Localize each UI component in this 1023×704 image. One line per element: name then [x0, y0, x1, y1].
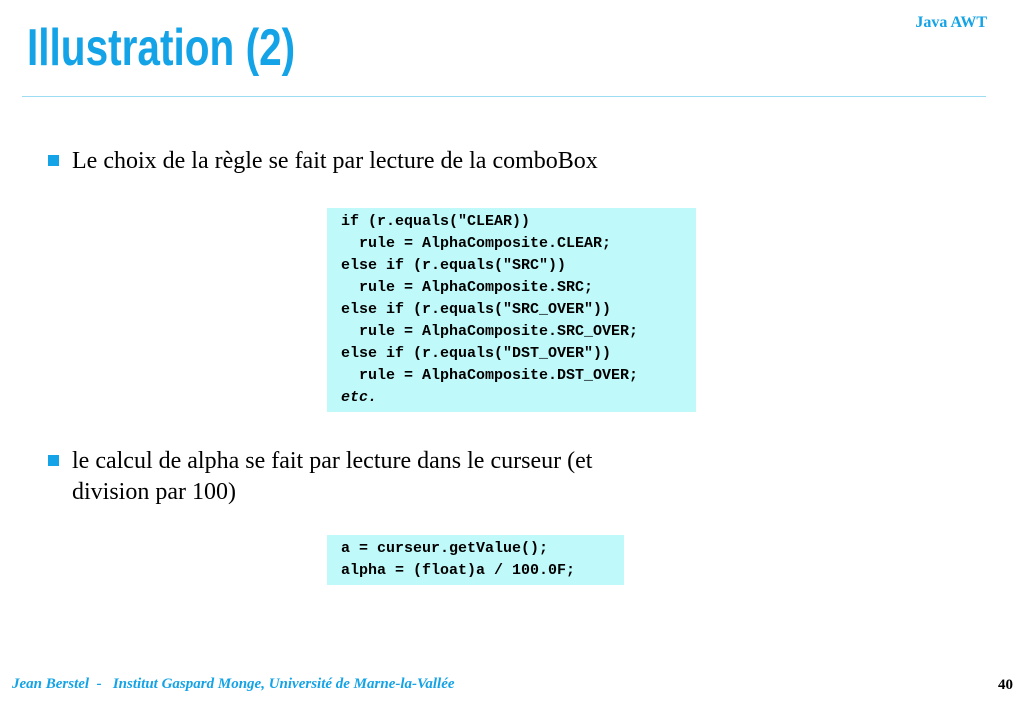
- footer-credit: Jean Berstel - Institut Gaspard Monge, Université de Marne-la-Vallée: [12, 676, 455, 692]
- bullet-text: [72, 446, 592, 508]
- page-number: 40: [998, 677, 1013, 693]
- code-block: [327, 208, 696, 412]
- title-divider: [22, 96, 986, 97]
- code-line: rule = AlphaComposite.DST_OVER;: [341, 367, 639, 384]
- bullet-text-line: division par 100): [72, 479, 236, 505]
- code-line: else if (r.equals("DST_OVER")): [341, 345, 612, 362]
- slide-title: Illustration (2): [27, 19, 296, 77]
- bullet-text-line: le calcul de alpha se fait par lecture dans le curseur (et: [72, 448, 593, 474]
- code-line: rule = AlphaComposite.CLEAR;: [341, 235, 612, 252]
- bullet-item: [48, 446, 592, 508]
- code-line: a = curseur.getValue();: [341, 540, 549, 557]
- code-line: else if (r.equals("SRC_OVER")): [341, 301, 612, 318]
- bullet-text: Le choix de la règle se fait par lecture de la comboBox: [72, 148, 598, 174]
- bullet-item: [48, 146, 598, 177]
- square-bullet-icon: [48, 155, 59, 166]
- code-line: if (r.equals("CLEAR)): [341, 213, 531, 230]
- topic-label: Java AWT: [915, 14, 987, 31]
- code-line: rule = AlphaComposite.SRC_OVER;: [341, 323, 639, 340]
- code-line: alpha = (float)a / 100.0F;: [341, 562, 576, 579]
- code-line: rule = AlphaComposite.SRC;: [341, 279, 594, 296]
- code-block: [327, 535, 624, 585]
- square-bullet-icon: [48, 455, 59, 466]
- code-line: etc.: [341, 389, 378, 406]
- code-line: else if (r.equals("SRC")): [341, 257, 567, 274]
